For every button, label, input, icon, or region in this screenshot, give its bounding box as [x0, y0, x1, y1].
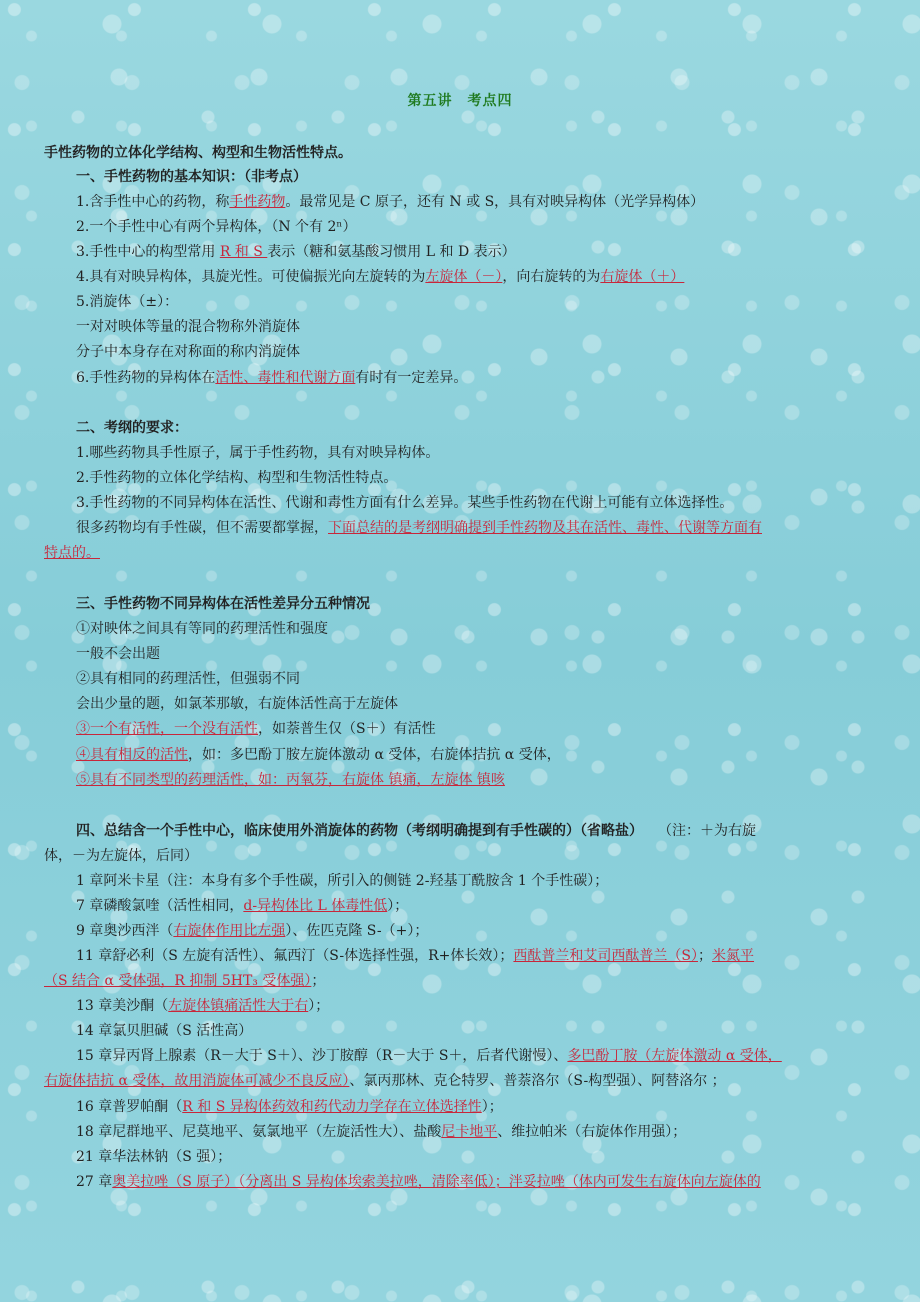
- s3-line6: [76, 745, 561, 765]
- s3-line7: [76, 770, 505, 790]
- s3-line4: 会出少量的题，如氯苯那敏，右旋体活性高于左旋体: [76, 696, 398, 712]
- main-heading: 手性药物的立体化学结构、构型和生物活性特点。: [44, 145, 352, 161]
- text: ；: [311, 973, 326, 989]
- s1-line8: [76, 368, 467, 388]
- text: 1.含手性中心的药物，称: [76, 194, 230, 210]
- text: 11 章舒必利（S 左旋有活性）、氟西汀（S-体选择性强，R+体长效）；: [76, 948, 514, 964]
- s1-line4: [76, 267, 684, 287]
- s1-line7: 分子中本身存在对称面的称内消旋体: [76, 344, 300, 360]
- highlight: 多巴酚丁胺（左旋体激动 α 受体，: [567, 1048, 782, 1064]
- s1-line1: [76, 192, 704, 212]
- text: （注：＋为右旋: [665, 823, 756, 839]
- text: ；: [698, 948, 713, 964]
- text: ③: [76, 721, 90, 737]
- text: 4.具有对映异构体，具旋光性。可使偏振光向左旋转的为: [76, 269, 426, 285]
- s4-line9: [44, 1071, 726, 1091]
- highlight: 西酞普兰和艾司西酞普兰（S）: [513, 948, 699, 964]
- highlight: 具有相反的活性: [90, 747, 188, 763]
- section4-heading: [76, 821, 756, 841]
- text: 27 章: [76, 1174, 113, 1190]
- text: 、维拉帕米（右旋体作用强）；: [497, 1124, 687, 1140]
- text: 6.手性药物的异构体在: [76, 370, 216, 386]
- s4-line8: [76, 1046, 782, 1066]
- highlight: 左旋体镇痛活性大于右: [168, 998, 309, 1014]
- highlight: R 和 S: [219, 244, 268, 260]
- s1-line2: 2.一个手性中心有两个异构体，（N 个有 2ⁿ）: [76, 219, 357, 235]
- s1-line3: [76, 242, 516, 262]
- section2-heading: 二、考纲的要求：: [76, 420, 188, 436]
- highlight: 右旋体作用比左强: [173, 923, 286, 939]
- text: ，如萘普生仅（S＋）有活性: [258, 721, 436, 737]
- section1-heading: 一、手性药物的基本知识：（非考点）: [76, 169, 307, 185]
- text: 。最常见是 C 原子，还有 N 或 S，具有对映异构体（光学异构体）: [285, 194, 705, 210]
- s4-line13: [76, 1172, 761, 1192]
- highlight: 左旋体（－）: [425, 269, 503, 285]
- text: 、氯丙那林、克仑特罗、普萘洛尔（S-构型强）、阿替洛尔 ；: [349, 1073, 726, 1089]
- s4-line12: 21 章华法林钠（S 强）；: [76, 1149, 232, 1165]
- text: 很多药物均有手性碳，但不需要都掌握，: [76, 520, 328, 536]
- text: 有时有一定差异。: [355, 370, 468, 386]
- s1-line5: 5.消旋体（±）：: [76, 294, 179, 310]
- s4-line5: [44, 971, 325, 991]
- s2-line3: 3.手性药物的不同异构体在活性、代谢和毒性方面有什么差异。某些手性药物在代谢上可能有立体选择性。: [76, 495, 734, 511]
- highlight: 特点的。: [44, 545, 100, 561]
- s4-note-cont: 体，－为左旋体，后同）: [44, 848, 198, 864]
- text: ，向右旋转的为: [502, 269, 601, 285]
- s3-line1: ①对映体之间具有等同的药理活性和强度: [76, 621, 328, 637]
- text: ）；: [387, 898, 409, 914]
- text: ）；: [308, 998, 330, 1014]
- s4-line10: [76, 1097, 503, 1117]
- text: ）、佐匹克隆 S-（+）；: [285, 923, 429, 939]
- text: ④: [76, 747, 90, 763]
- s2-line5: [44, 543, 100, 563]
- text: 7 章磷酸氯喹（活性相同，: [76, 898, 244, 914]
- s1-line6: 一对对映体等量的混合物称外消旋体: [76, 319, 300, 335]
- highlight: 尼卡地平: [441, 1124, 498, 1140]
- text: 四、总结含一个手性中心，临床使用外消旋体的药物（考纲明确提到有手性碳的）（省略盐）: [76, 823, 643, 839]
- s4-line2: [76, 896, 408, 916]
- highlight: 米氮平: [712, 948, 755, 964]
- text: 3.手性中心的构型常用: [76, 244, 220, 260]
- s2-line4: [76, 518, 762, 538]
- highlight: 一个有活性，一个没有活性: [90, 721, 258, 737]
- highlight: 右旋体（＋）: [600, 269, 685, 285]
- highlight: 活性、毒性和代谢方面: [215, 370, 356, 386]
- s3-line3: ②具有相同的药理活性，但强弱不同: [76, 671, 300, 687]
- highlight: 右旋体拮抗 α 受体，故用消旋体可减少不良反应）: [44, 1073, 350, 1089]
- text: 16 章普罗帕酮（: [76, 1099, 183, 1115]
- text: ）；: [481, 1099, 503, 1115]
- text: ，如：多巴酚丁胺左旋体激动 α 受体，右旋体拮抗 α 受体，: [188, 747, 561, 763]
- text: 9 章奥沙西泮（: [76, 923, 174, 939]
- s2-line2: 2.手性药物的立体化学结构、构型和生物活性特点。: [76, 470, 398, 486]
- s2-line1: 1.哪些药物具手性原子，属于手性药物，具有对映异构体。: [76, 445, 440, 461]
- page-title: 第五讲 考点四: [407, 93, 513, 109]
- s4-line4: [76, 946, 754, 966]
- s4-line3: [76, 921, 428, 941]
- text: 表示（糖和氨基酸习惯用 L 和 D 表示）: [267, 244, 516, 260]
- s3-line5: [76, 719, 436, 739]
- s4-line7: 14 章氯贝胆碱（S 活性高）: [76, 1023, 253, 1039]
- highlight: 具有不同类型的药理活性，如：丙氧芬，右旋体 镇痛，左旋体 镇咳: [90, 772, 505, 788]
- s3-line2: 一般不会出题: [76, 646, 160, 662]
- highlight: R 和 S 异构体药效和药代动力学存在立体选择性: [182, 1099, 482, 1115]
- highlight: 奥美拉唑（S 原子）（分离出 S 异构体埃索美拉唑，清除率低）；泮妥拉唑（体内可发生右旋体向左旋体的: [112, 1174, 761, 1190]
- section3-heading: 三、手性药物不同异构体在活性差异分五种情况: [76, 596, 370, 612]
- text: 15 章异丙肾上腺素（R－大于 S＋）、沙丁胺醇（R－大于 S＋，后者代谢慢）、: [76, 1048, 568, 1064]
- s4-line11: [76, 1122, 686, 1142]
- text: ⑤: [76, 772, 90, 788]
- s4-line1: 1 章阿米卡星（注：本身有多个手性碳，所引入的侧链 2-羟基丁酰胺含 1 个手性碳）；: [76, 873, 609, 889]
- highlight: （S 结合 α 受体强，R 抑制 5HT₃ 受体强）: [44, 973, 312, 989]
- text: 13 章美沙酮（: [76, 998, 169, 1014]
- highlight: 下面总结的是考纲明确提到手性药物及其在活性、毒性、代谢等方面有: [328, 520, 762, 536]
- text: 18 章尼群地平、尼莫地平、氨氯地平（左旋活性大）、盐酸: [76, 1124, 442, 1140]
- highlight: 手性药物: [229, 194, 286, 210]
- highlight: d-异构体比 L 体毒性低: [243, 898, 388, 914]
- s4-line6: [76, 996, 329, 1016]
